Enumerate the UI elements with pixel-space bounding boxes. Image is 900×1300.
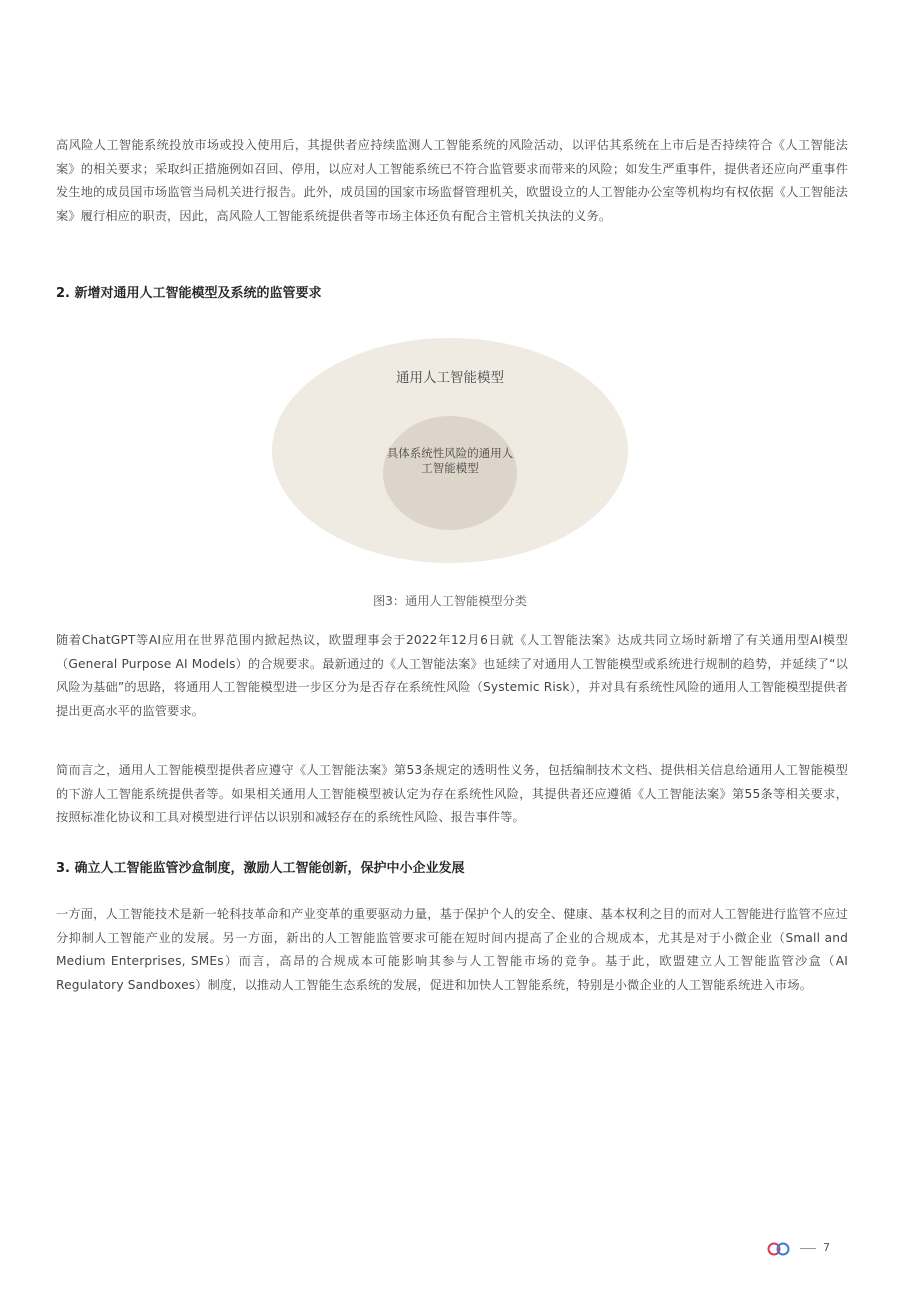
inner-circle-systemic-risk-models xyxy=(383,416,517,530)
section-heading-regulatory-sandbox: 3. 确立人工智能监管沙盒制度，激励人工智能创新，保护中小企业发展 xyxy=(56,861,465,876)
brand-logo-icon xyxy=(766,1242,794,1256)
paragraph-post-market-monitoring: 高风险人工智能系统投放市场或投入使用后，其提供者应持续监测人工智能系统的风险活动，以评估其系统在上市后是否持续符合《人工智能法案》的相关要求；采取纠正措施例如召回、停用，以应对人工智能系统已不符合监管要求而带来的风险；如发生严重事件，提供者还应向严重事件发生地的成员国市场监管当局机关进行报告。此外，成员国的国家市场监督管理机关，欧盟设立的人工智能办公室等机构均有权依据《人工智能法案》履行相应的职责，因此，高风险人工智能系统提供者等市场主体还负有配合主管机关执法的义务。 xyxy=(56,138,848,223)
paragraph-transparency-obligations: 简而言之，通用人工智能模型提供者应遵守《人工智能法案》第53条规定的透明性义务，包括编制技术文档、提供相关信息给通用人工智能模型的下游人工智能系统提供者等。如果相关通用人工智能模型被认定为存在系统性风险，其提供者还应遵循《人工智能法案》第55条等相关要求，按照标准化协议和工具对模型进行评估以识别和减轻存在的系统性风险、报告事件等。 xyxy=(56,763,848,824)
inner-circle-label: 具体系统性风险的通用人工智能模型 xyxy=(386,446,514,475)
figure-caption: 图3：通用人工智能模型分类 xyxy=(372,594,527,608)
outer-ellipse-label: 通用人工智能模型 xyxy=(396,370,504,386)
gpai-classification-diagram xyxy=(272,338,628,563)
paragraph-regulatory-sandbox: 一方面，人工智能技术是新一轮科技革命和产业变革的重要驱动力量，基于保护个人的安全、健康、基本权利之目的而对人工智能进行监管不应过分抑制人工智能产业的发展。另一方面，新出的人工智能监管要求可能在短时间内提高了企业的合规成本，尤其是对于小微企业（Small and Medium Enterprises, SMEs）而言，高昂的合规成本可能影响其参与人工智能市场的竞争。基于此，欧盟建立人工智能监管沙盒（AI Regulatory Sandboxes）制度，以推动人工智能生态系统的发展，促进和加快人工智能系统，特别是小微企业的人工智能系统进入市场。 xyxy=(56,907,848,992)
page-number: 7 xyxy=(823,1241,830,1254)
footer-divider xyxy=(800,1248,816,1249)
page-footer xyxy=(766,1240,856,1258)
section-heading-general-purpose-ai: 2. 新增对通用人工智能模型及系统的监管要求 xyxy=(56,286,322,301)
paragraph-gpai-requirements: 随着ChatGPT等AI应用在世界范围内掀起热议，欧盟理事会于2022年12月6日就《人工智能法案》达成共同立场时新增了有关通用型AI模型（General Purpose AI Models）的合规要求。最新通过的《人工智能法案》也延续了对通用人工智能模型或系统进行规制的趋势，并延续了“以风险为基础”的思路，将通用人工智能模型进一步区分为是否存在系统性风险（Systemic Risk），并对具有系统性风险的通用人工智能模型提供者提出更高水平的监管要求。 xyxy=(56,633,848,718)
